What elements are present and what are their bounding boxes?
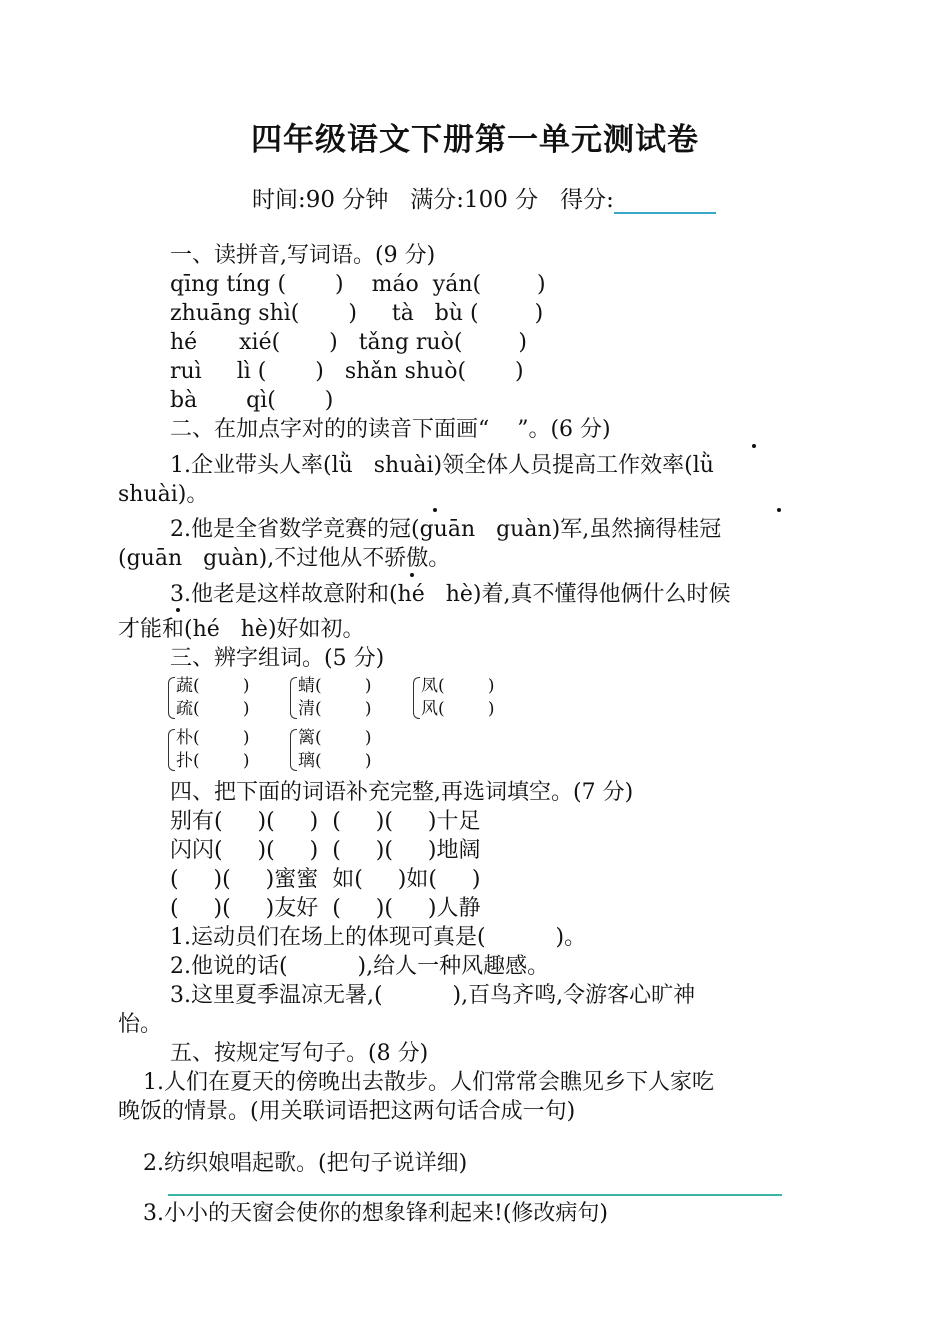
time-label: 时间:90 分钟 (252, 187, 389, 213)
char-item: 风( ) (421, 699, 495, 719)
question-line: shuài)。 (118, 482, 209, 507)
char-item: 凤( ) (421, 676, 495, 696)
idiom-row: 闪闪( )( ) ( )( )地阔 (170, 838, 481, 863)
emphasis-dot (176, 608, 180, 612)
score-blank[interactable] (614, 190, 716, 214)
char-item: 篱( ) (298, 728, 372, 748)
question-line: 1.企业带头人率(lǜ shuài)领全体人员提高工作效率(lǜ (170, 453, 714, 478)
fill-sentence: 2.他说的话( ),给人一种风趣感。 (170, 954, 550, 979)
question-line: (guān guàn),不过他从不骄傲。 (118, 546, 451, 571)
full-score-label: 满分:100 分 (410, 187, 539, 213)
brace (413, 677, 420, 719)
char-item: 扑( ) (176, 751, 250, 771)
section-2-heading: 二、在加点字对的的读音下面画“ ”。(6 分) (170, 417, 611, 442)
question-line: 2.纺织娘唱起歌。(把句子说详细) (143, 1151, 468, 1176)
idiom-row: ( )( )友好 ( )( )人静 (170, 896, 481, 921)
char-item: 疏( ) (176, 699, 250, 719)
char-item: 璃( ) (298, 751, 372, 771)
question-line: 3.他老是这样故意附和(hé hè)着,真不懂得他俩什么时候 (170, 582, 731, 607)
answer-line[interactable] (168, 1194, 782, 1196)
brace (290, 729, 297, 771)
section-5-heading: 五、按规定写句子。(8 分) (170, 1041, 429, 1066)
section-3-heading: 三、辨字组词。(5 分) (170, 646, 385, 671)
char-item: 朴( ) (176, 728, 250, 748)
question-line: 晚饭的情景。(用关联词语把这两句话合成一句) (118, 1099, 576, 1124)
emphasis-dot (410, 573, 414, 577)
pinyin-row: zhuāng shì( ) tà bù ( ) (170, 301, 544, 326)
question-line: 3.小小的天窗会使你的想象锋利起来!(修改病句) (143, 1201, 608, 1226)
emphasis-dot (777, 508, 781, 512)
pinyin-row: ruì lì ( ) shǎn shuò( ) (170, 359, 524, 384)
brace (168, 677, 175, 719)
char-item: 蜻( ) (298, 676, 372, 696)
emphasis-dot (433, 508, 437, 512)
fill-sentence: 1.运动员们在场上的体现可真是( )。 (170, 925, 587, 950)
section-1-heading: 一、读拼音,写词语。(9 分) (170, 243, 436, 268)
char-item: 清( ) (298, 699, 372, 719)
exam-meta (252, 181, 716, 214)
pinyin-row: bà qì( ) (170, 388, 334, 413)
question-line: 2.他是全省数学竞赛的冠(guān guàn)军,虽然摘得桂冠 (170, 517, 722, 542)
question-line: 才能和(hé hè)好如初。 (118, 617, 365, 642)
idiom-row: 别有( )( ) ( )( )十足 (170, 809, 481, 834)
score-label: 得分: (560, 187, 614, 213)
pinyin-row: hé xié( ) tǎng ruò( ) (170, 330, 527, 355)
section-4-heading: 四、把下面的词语补充完整,再选词填空。(7 分) (170, 780, 634, 805)
fill-sentence: 怡。 (118, 1012, 163, 1037)
fill-sentence: 3.这里夏季温凉无暑,( ),百鸟齐鸣,令游客心旷神 (170, 983, 696, 1008)
page-title: 四年级语文下册第一单元测试卷 (251, 122, 699, 158)
question-line: 1.人们在夏天的傍晚出去散步。人们常常会瞧见乡下人家吃 (143, 1070, 714, 1095)
char-item: 蔬( ) (176, 676, 250, 696)
idiom-row: ( )( )蜜蜜 如( )如( ) (170, 867, 481, 892)
pinyin-row: qīng tíng ( ) máo yán( ) (170, 272, 546, 297)
brace (168, 729, 175, 771)
emphasis-dot (752, 444, 756, 448)
brace (290, 677, 297, 719)
